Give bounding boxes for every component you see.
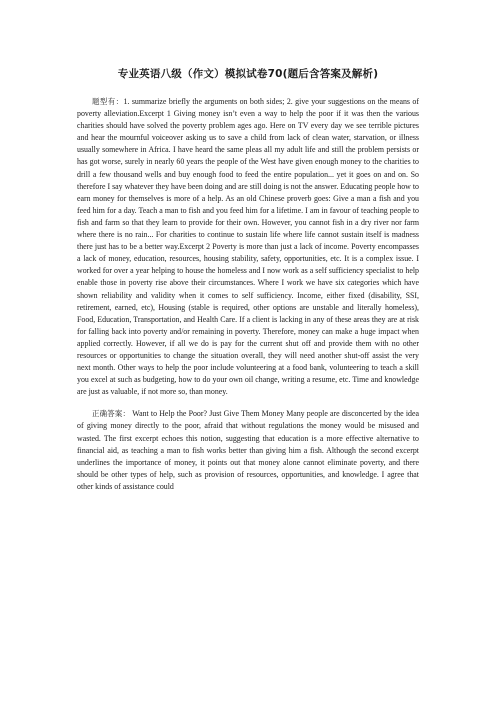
answer-label: 正确答案： xyxy=(92,409,131,419)
question-label: 题型有： xyxy=(92,97,124,106)
question-text: 1. summarize briefly the arguments on both sides; 2. give your suggestions on the means of poverty alleviation.Excerpt 1 Giving money isn’t even a way to help the poor if it was then the various charities should have solved the poverty problem ages ago. Here on TV every day we see terrible pictures and hear the mournful voiceover asking us to save a child from lack of clean water, starvation, or illness usually somewhere in Africa. I have heard the same pleas all my adult life and still the problem persists or has got worse, surely in nearly 60 years the people of the West have given enough money to the charities to drill a few thousand wells and buy enough food to feed the entire population... yet it goes on and on. So therefore I say whatever they have been doing and are still doing is not the answer. Educating people how to earn money for themselves is more of a help. As an old Chinese proverb goes: Give a man a fish and you feed him for a day. Teach a man to fish and you feed him for a lifetime. I am in favour of teaching people to fish and farm so that they learn to provide for their own. However, you cannot fish in a dry river nor farm where there is no rain... For charities to continue to sustain life where life cannot sustain itself is madness there just has to be a better way.Excerpt 2 Poverty is more than just a lack of income. Poverty encompasses a lack of money, education, resources, housing stability, safety, opportunities, etc. It is a complex issue. I worked for over a year helping to house the homeless and I now work as a self sufficiency specialist to help enable those in poverty rise above their circumstances. Where I work we have six categories which have shown reliability and validity when it comes to self sufficiency. Income, either fixed (disability, SSI, retirement, earned, etc), Housing (stable is required, other options are unstable and literally homeless), Food, Education, Transportation, and Health Care. If a client is lacking in any of these areas they are at risk for falling back into poverty and/or remaining in poverty. Therefore, money can make a huge impact when applied correctly. However, if all we do is pay for the current shut off and provide them with no other resources or opportunities to change the situation overall, they will need another shut-off assist the very next month. Other ways to help the poor include volunteering at a food bank, volunteering to teach a skill you excel at such as budgeting, how to do your own oil change, writing a resume, etc. Time and knowledge are just as valuable, if not more so, than money. xyxy=(77,97,419,397)
page-title: 专业英语八级（作文）模拟试卷70(题后含答案及解析) xyxy=(117,68,379,80)
question-paragraph xyxy=(77,96,419,398)
document-body xyxy=(77,96,419,503)
answer-text: Want to Help the Poor? Just Give Them Money Many people are disconcerted by the idea of giving money directly to the poor, afraid that without regulations the money would be misused and wasted. The first excerpt echoes this notion, suggesting that education is a more effective alternative to financial aid, as teaching a man to fish works better than giving him a fish. Although the second excerpt underlines the importance of money, it points out that money alone cannot eliminate poverty, and there should be other types of help, such as provision of resources, opportunities, and knowledge. I agree that other kinds of assistance could xyxy=(77,409,419,491)
answer-paragraph xyxy=(77,408,419,493)
